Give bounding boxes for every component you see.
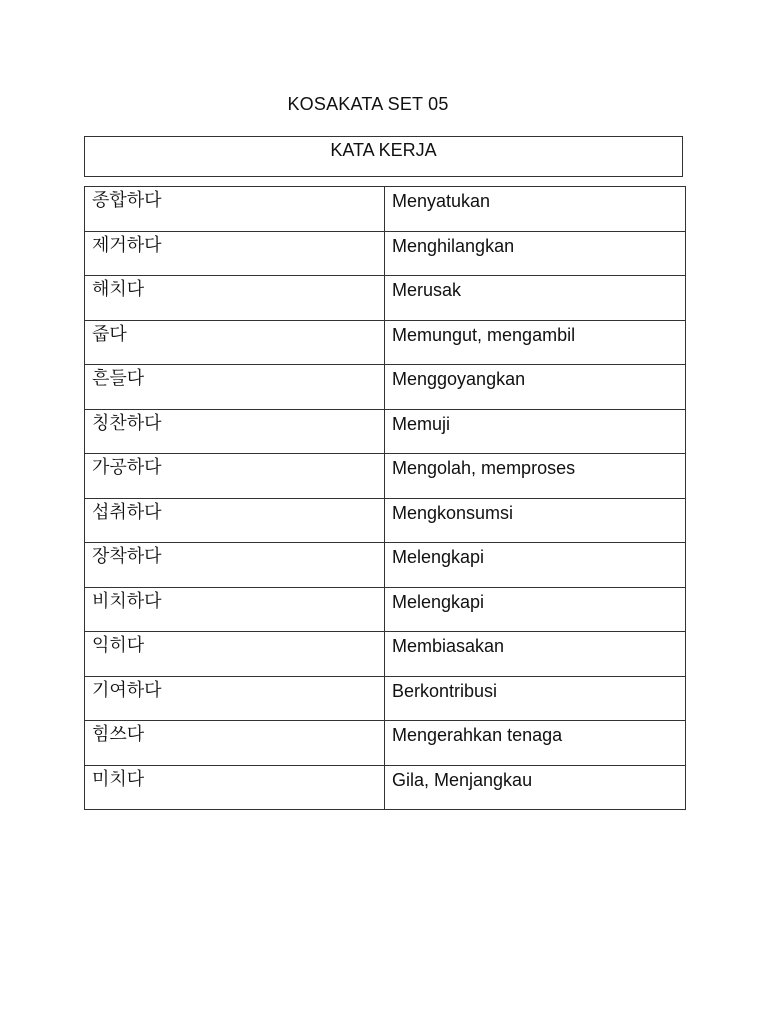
translation: Mengkonsumsi	[392, 502, 514, 523]
korean-word: 익히다	[92, 635, 145, 656]
translation-cell	[385, 587, 686, 632]
table-row	[85, 721, 686, 766]
table-row	[85, 632, 686, 677]
korean-word: 제거하다	[92, 234, 162, 256]
section-header: KATA KERJA	[330, 140, 437, 160]
table-row	[85, 676, 686, 721]
table-row	[85, 543, 686, 588]
table-row	[85, 187, 686, 232]
translation: Menggoyangkan	[392, 369, 526, 389]
translation-cell	[385, 721, 686, 766]
translation-cell	[385, 632, 686, 677]
korean-word-cell	[85, 632, 385, 677]
translation-cell	[385, 765, 686, 810]
korean-word-cell	[85, 409, 385, 454]
korean-word-cell	[85, 587, 385, 632]
table-row	[85, 587, 686, 632]
table-row	[85, 454, 686, 499]
translation-cell	[385, 320, 686, 365]
translation-cell	[385, 365, 686, 410]
page-title: KOSAKATA SET 05	[287, 94, 449, 114]
translation-cell	[385, 187, 686, 232]
korean-word-cell	[85, 187, 385, 232]
translation-cell	[385, 231, 686, 276]
korean-word-cell	[85, 231, 385, 276]
table-row	[85, 276, 686, 321]
korean-word: 기여하다	[92, 679, 162, 701]
korean-word: 비치하다	[92, 590, 162, 612]
korean-word-cell	[85, 276, 385, 321]
section-header-box	[84, 136, 683, 177]
translation-cell	[385, 676, 686, 721]
korean-word-cell	[85, 676, 385, 721]
translation: Memungut, mengambil	[392, 324, 576, 345]
korean-word-cell	[85, 320, 385, 365]
korean-word: 칭찬하다	[92, 412, 162, 434]
korean-word: 섭취하다	[92, 501, 162, 523]
korean-word-cell	[85, 454, 385, 499]
translation: Berkontribusi	[392, 680, 498, 701]
translation-cell	[385, 409, 686, 454]
translation: Menghilangkan	[392, 235, 515, 256]
korean-word: 가공하다	[92, 457, 162, 478]
table-row	[85, 498, 686, 543]
translation-cell	[385, 454, 686, 499]
translation: Membiasakan	[392, 636, 505, 656]
korean-word-cell	[85, 498, 385, 543]
korean-word-cell	[85, 765, 385, 810]
korean-word: 장착하다	[92, 546, 162, 567]
table-row	[85, 365, 686, 410]
translation: Mengerahkan tenaga	[392, 725, 563, 745]
korean-word: 미치다	[92, 768, 145, 790]
translation-cell	[385, 498, 686, 543]
table-row	[85, 231, 686, 276]
translation-cell	[385, 543, 686, 588]
translation: Merusak	[392, 280, 462, 300]
korean-word-cell	[85, 721, 385, 766]
korean-word: 해치다	[92, 279, 145, 300]
table-row	[85, 320, 686, 365]
translation: Melengkapi	[392, 591, 485, 612]
korean-word: 흔들다	[92, 368, 145, 389]
vocabulary-table	[84, 186, 686, 810]
korean-word: 힘쓰다	[92, 724, 145, 745]
table-row	[85, 409, 686, 454]
translation: Melengkapi	[392, 547, 485, 567]
korean-word-cell	[85, 365, 385, 410]
korean-word: 종합하다	[92, 190, 162, 211]
translation: Gila, Menjangkau	[392, 769, 533, 790]
korean-word: 줍다	[92, 323, 127, 345]
table-row	[85, 765, 686, 810]
korean-word-cell	[85, 543, 385, 588]
translation: Mengolah, memproses	[392, 458, 576, 478]
translation-cell	[385, 276, 686, 321]
translation: Menyatukan	[392, 191, 491, 211]
translation: Memuji	[392, 413, 451, 434]
